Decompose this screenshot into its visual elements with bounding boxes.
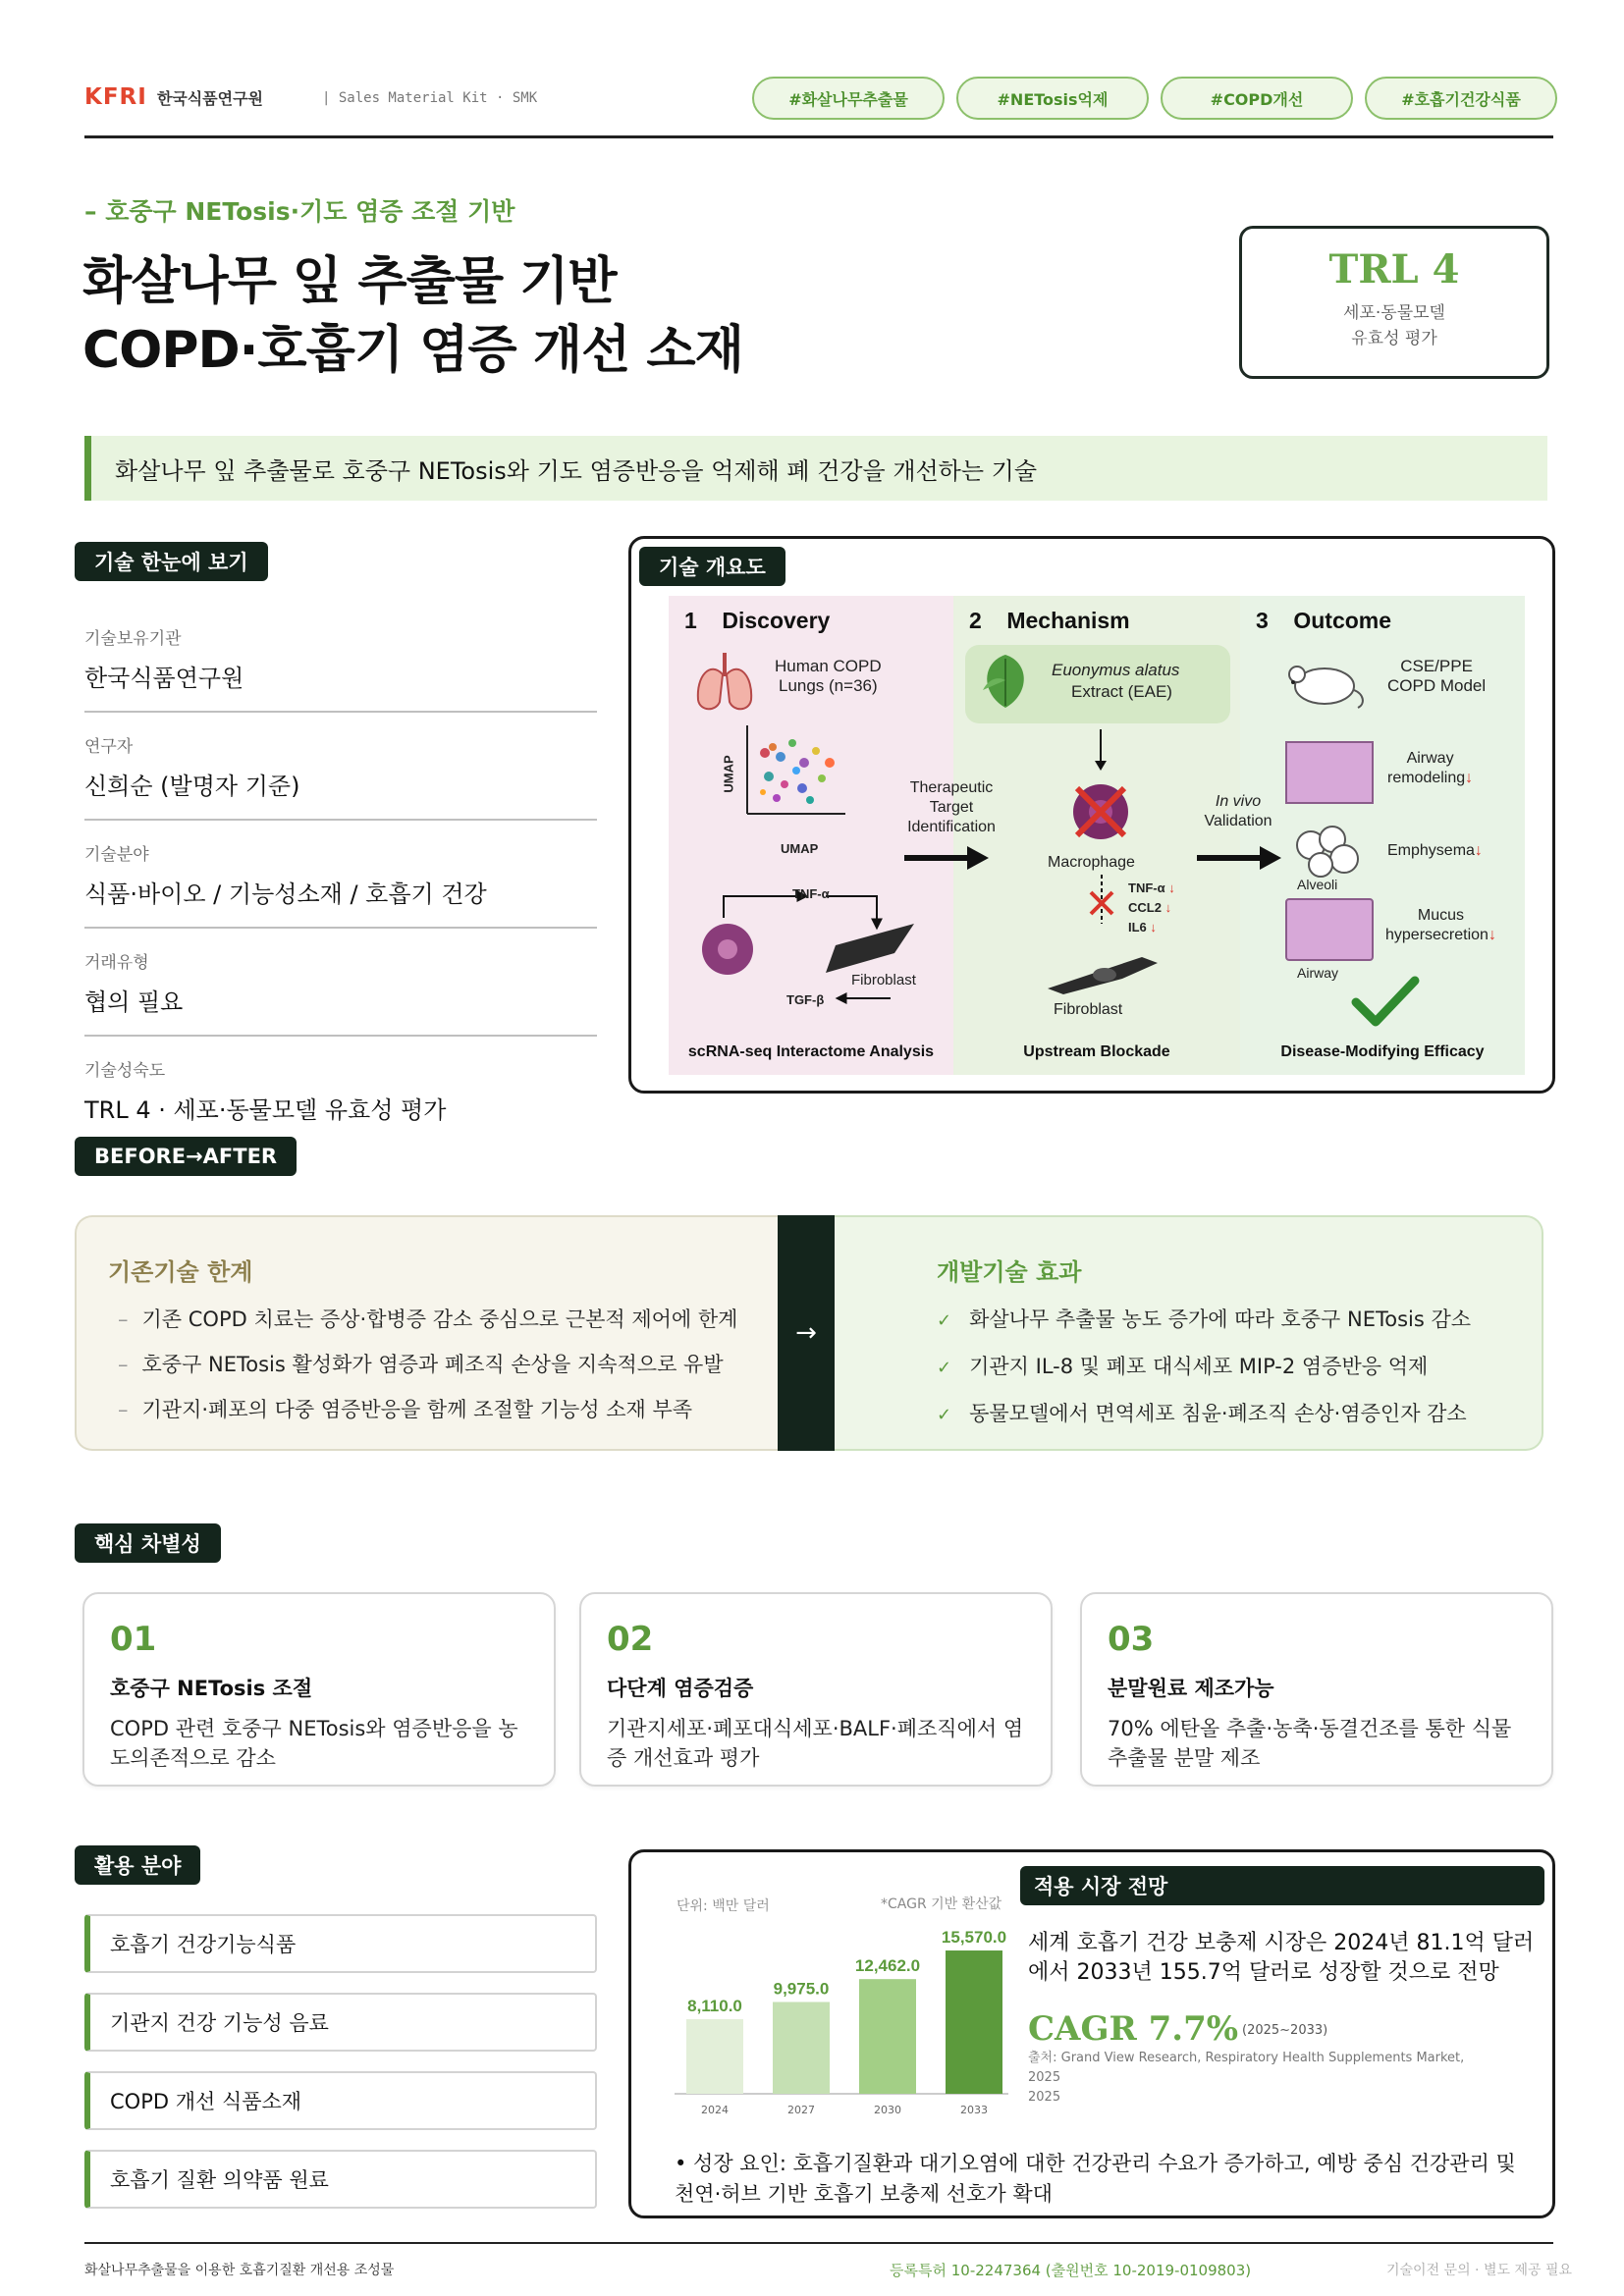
arrow-label-validation: Validation [1204,813,1272,829]
source-line: 출처: Grand View Research, Respiratory Health Supplements Market, 2025 [1028,2051,1465,2085]
bar-2030 [859,1979,916,2094]
application-item: 호흡기 질환 의약품 원료 [84,2150,597,2209]
section-label-market: 적용 시장 전망 [1020,1866,1544,1905]
market-panel [628,1849,1555,2218]
bar-2024 [686,2019,743,2094]
right-arrow-icon [902,843,991,873]
bar-value-label: 8,110.0 [687,1996,742,2015]
market-source [1028,2049,1480,2108]
overview-key: 기술보유기관 [84,629,182,649]
overview-row [84,732,597,821]
trl-badge [1239,226,1549,379]
logo [84,84,263,110]
growth-factors: • 성장 요인: 호흡기질환과 대기오염에 대한 건강관리 수요가 증가하고, 예방 중심 건강관리 및 천연·허브 기반 호흡기 보충제 선호가 확대 [675,2152,1516,2206]
section-label-applications: 활용 분야 [75,1845,200,1885]
tnf-down: TNF-α ↓ [1128,881,1175,895]
footer-title: 화살나무추출물을 이용한 호흡기질환 개선용 조성물 [84,2263,395,2278]
after-panel [835,1215,1543,1451]
overview-key: 거래유형 [84,953,149,973]
overview-row [84,948,597,1037]
overview-row [84,624,597,713]
card-number: 03 [1108,1620,1155,1659]
alveoli-label: Alveoli [1297,877,1338,892]
feature-card [82,1592,556,1787]
model-label: CSE/PPE COPD Model [1387,657,1487,695]
card-title: 분말원료 제조가능 [1108,1677,1274,1700]
chart-note: *CAGR 기반 환산값 [881,1896,1002,1912]
x-tick-label: 2030 [874,2104,901,2116]
arrow-label-target: Therapeutic Target Identification [907,779,996,835]
bar-2033 [946,1950,1002,2094]
x-tick-label: 2033 [960,2104,988,2116]
logo-name: 한국식품연구원 [156,88,264,108]
panel-title: 1 Discovery [684,608,831,633]
card-desc: 기관지세포·폐포대식세포·BALF·폐조직에서 염증 개선효과 평가 [607,1717,1024,1770]
application-item: COPD 개선 식품소재 [84,2071,597,2130]
airway-remodeling-label: Airway remodeling↓ [1387,750,1474,786]
header-rule [84,135,1553,138]
market-text: 세계 호흡기 건강 보충제 시장은 2024년 81.1억 달러에서 2033년 155.7억 달러로 성장할 것으로 전망 [1028,1931,1535,1985]
source-year: 2025 [1028,2090,1061,2105]
airway-label: Airway [1297,965,1339,981]
before-item: – 기존 COPD 치료는 증상·합병증 감소 중심으로 근본적 제어에 한계 [118,1308,738,1331]
tag-chip[interactable]: #NETosis억제 [956,77,1149,120]
bar-value-label: 15,570.0 [941,1928,1007,1948]
overview-value: 식품·바이오 / 기능성소재 / 호흡기 건강 [84,881,487,908]
overview-value: TRL 4 · 세포·동물모델 유효성 평가 [84,1096,447,1124]
check-icon: ✓ [937,1405,952,1425]
after-item: ✓ 화살나무 추출물 농도 증가에 따라 호중구 NETosis 감소 [937,1308,1472,1331]
overview-key: 연구자 [84,737,134,757]
overview-row [84,840,597,929]
title-line-1: 화살나무 잎 추출물 기반 [82,252,617,311]
trl-desc [1242,300,1546,351]
card-desc: 70% 에탄올 추출·농축·동결건조를 통한 식물 추출물 분말 제조 [1108,1717,1512,1770]
block-icon [1087,875,1116,934]
panel-title: 3 Outcome [1256,608,1392,633]
card-number: 02 [607,1620,654,1659]
bar-value-label: 12,462.0 [854,1956,921,1976]
tgf-label: TGF-β [786,992,825,1007]
after-item: ✓ 동물모델에서 면역세포 침윤·폐조직 손상·염증인자 감소 [937,1402,1467,1425]
before-item: – 호중구 NETosis 활성화가 염증과 폐조직 손상을 지속적으로 유발 [118,1353,724,1376]
right-arrow-icon [1195,843,1283,873]
trl-value: TRL 4 [1328,246,1460,293]
cagr-value: CAGR 7.7% [1028,2009,1239,2049]
tag-chip[interactable]: #화살나무추출물 [752,77,945,120]
overview-row [84,1056,597,1143]
tnf-label: TNF-α [792,886,830,901]
ccl2-down: CCL2 ↓ [1128,900,1172,915]
panel-footer: scRNA-seq Interactome Analysis [687,1043,935,1060]
checkmark-icon [1350,975,1421,1030]
overview-value: 한국식품연구원 [84,665,244,692]
section-label-before-after: BEFORE→AFTER [75,1137,297,1176]
x-tick-label: 2027 [787,2104,815,2116]
macrophage-icon [1071,727,1130,855]
footer-contact: 기술이전 문의 · 별도 제공 필요 [1386,2263,1572,2278]
macrophage-label: Macrophage [1048,854,1135,871]
mucus-label: Mucus hypersecretion↓ [1385,907,1496,943]
kit-label: | Sales Material Kit · SMK [322,90,538,106]
section-label-overview: 기술 한눈에 보기 [75,542,268,581]
umap-x-label: UMAP [781,841,819,856]
overview-value: 신희순 (발명자 기준) [84,773,300,800]
logo-mark: KFRI [84,84,147,110]
x-tick-label: 2024 [701,2104,729,2116]
extract-abbr: Extract (EAE) [1071,682,1172,701]
before-panel [75,1215,782,1451]
market-bar-chart [667,1911,1020,2121]
alveoli-icon [1293,824,1362,879]
section-label-diagram: 기술 개요도 [639,547,785,586]
footer-patent: 등록특허 10-2247364 (출원번호 10-2019-0109803) [890,2262,1252,2279]
card-desc: COPD 관련 호중구 NETosis와 염증반응을 농도의존적으로 감소 [110,1717,518,1770]
title-line-2: COPD·호흡기 염증 개선 소재 [82,321,743,380]
footer-rule [84,2242,1553,2244]
leaf-icon [975,651,1036,712]
arrow-label-invivo: In vivo [1215,793,1262,810]
overview-value: 협의 필요 [84,988,184,1016]
feature-card [1080,1592,1553,1787]
check-icon: ✓ [937,1358,952,1378]
umap-y-label: UMAP [721,755,736,793]
summary-banner: 화살나무 잎 추출물로 호중구 NETosis와 기도 염증반응을 억제해 폐 건강을 개선하는 기술 [84,436,1547,501]
section-label-features: 핵심 차별성 [75,1523,221,1563]
arrow-right-icon: → [778,1215,835,1451]
before-item: – 기관지·폐포의 다중 염증반응을 함께 조절할 기능성 소재 부족 [118,1398,693,1421]
il6-down: IL6 ↓ [1128,920,1157,934]
extract-name: Euonymus alatus [1052,661,1180,679]
trl-desc-line: 세포·동물모델 [1343,303,1445,323]
diagram-panels [669,596,1525,1075]
application-item: 호흡기 건강기능식품 [84,1914,597,1973]
panel-title: 2 Mechanism [969,608,1130,633]
cagr-period: (2025~2033) [1242,2023,1328,2038]
before-after-panel [75,1215,1543,1451]
tag-chip[interactable]: #COPD개선 [1161,77,1353,120]
tag-list [752,77,1557,120]
page-subtitle: – 호중구 NETosis·기도 염증 조절 기반 [84,197,515,226]
check-icon: ✓ [937,1310,952,1331]
mucus-histology [1285,898,1374,961]
mouse-icon [1279,655,1368,710]
overview-list [84,624,597,1162]
lungs-icon [690,647,759,716]
application-item: 기관지 건강 기능성 음료 [84,1993,597,2052]
feature-card [579,1592,1053,1787]
panel-footer: Disease-Modifying Efficacy [1280,1043,1485,1060]
card-title: 호중구 NETosis 조절 [110,1677,313,1700]
emphysema-label: Emphysema↓ [1387,842,1483,859]
card-number: 01 [110,1620,157,1659]
airway-histology [1285,741,1374,804]
overview-key: 기술분야 [84,845,149,865]
fibroblast-icon [1044,949,1162,996]
chart-unit: 단위: 백만 달러 [677,1898,770,1914]
after-item: ✓ 기관지 IL-8 및 폐포 대식세포 MIP-2 염증반응 억제 [937,1355,1429,1378]
bar-value-label: 9,975.0 [773,1979,830,1999]
panel-outcome [1240,596,1525,1075]
page-title [82,247,743,385]
tag-chip[interactable]: #호흡기건강식품 [1365,77,1557,120]
bar-2027 [773,2002,830,2094]
overview-key: 기술성숙도 [84,1061,166,1081]
tech-diagram [628,536,1555,1094]
fibroblast-label: Fibroblast [1054,1001,1123,1018]
lungs-label: Human COPD Lungs (n=36) [775,657,882,695]
card-title: 다단계 염증검증 [607,1677,754,1700]
before-title: 기존기술 한계 [108,1258,253,1286]
fibroblast-label: Fibroblast [851,972,916,988]
trl-desc-line: 유효성 평가 [1351,329,1437,348]
panel-footer: Upstream Blockade [1023,1043,1170,1060]
after-title: 개발기술 효과 [937,1258,1082,1286]
umap-plot [745,723,847,816]
